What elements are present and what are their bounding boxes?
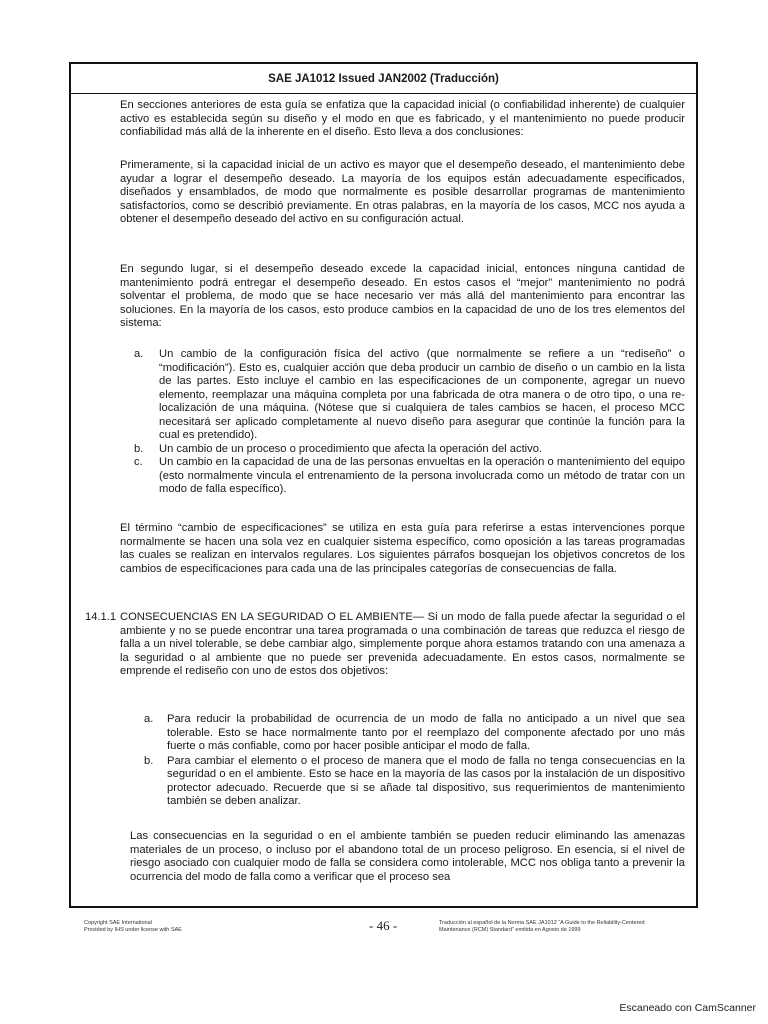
redesign-objectives-list: [144, 713, 685, 810]
list-item: [134, 456, 685, 497]
section-number: 14.1.1: [85, 611, 117, 623]
list-item-text: Para cambiar el elemento o el proceso de manera que el modo de falla no tenga consecuencias en la seguridad o en el ambiente. Esto se hace en la mayoría de las casos por la instalación de un dispositivo protector adecuado. Recuerde que si se añade tal dispositivo, sus requerimientos de mantenimiento también se deben analizar.: [167, 754, 685, 807]
system-elements-list: [134, 348, 685, 497]
paragraph-spec-change: El término “cambio de especificaciones” se utiliza en esta guía para referirse a estas intervenciones porque normalmente se hacen una sola vez en cualquier sistema específico, como oposición a las tareas programadas las cuales se realizan en intervalos regulares. Los siguientes párrafos bosquejan los objetivos concretos de los cambios de especificaciones para cada una de las principales categorías de consecuencias de falla.: [120, 522, 685, 575]
footer-copyright-line: Copyright SAE International: [84, 920, 152, 926]
list-item-label: b.: [134, 442, 144, 455]
header-title: SAE JA1012 Issued JAN2002 (Traducción): [268, 72, 499, 85]
list-item: [144, 755, 685, 809]
list-item-label: a.: [134, 348, 144, 360]
footer-translation-line: Maintenance (RCM) Standard” emitida en Agosto de 1999: [439, 927, 581, 933]
section-text: CONSECUENCIAS EN LA SEGURIDAD O EL AMBIENTE— Si un modo de falla puede afectar la seguridad o el ambiente y no se puede encontrar una tarea programada o una combinación de tareas que reduzca el riesgo de falla a un nivel tolerable, se debe cambiar algo, simplemente porque ahora estamos tratando con una amenaza a la seguridad o al ambiente que no puede ser prevenida adecuadamente. En estos casos, normalmente se emprende el rediseño con uno de estos dos objetivos:: [120, 611, 685, 677]
list-item-label: c.: [134, 456, 143, 468]
paragraph-second-conclusion: En segundo lugar, si el desempeño deseado excede la capacidad inicial, entonces ninguna cantidad de mantenimiento podrá entregar el desempeño deseado. En estos casos el “mejor” mantenimiento no podrá solventar el problema, de modo que se hace necesario ver más allá del mantenimiento para encontrar las soluciones. En la mayoría de los casos, esto produce cambios en la capacidad de uno de los tres elementos del sistema:: [120, 263, 685, 329]
list-item-label: b.: [144, 754, 154, 767]
list-item-text: Un cambio de la configuración física del activo (que normalmente se refiere a un “rediseño” o “modificación”). Esto es, cualquier acción que deba producir un cambio de diseño o un cambio en la lista de las partes. Esto incluye el cambio en las especificaciones de un componente, agregar un nuevo elemento, reemplazar una máquina completa por una fabricada de otra manera o de otro tipo, o una re-localización de una máquina. (Nótese que si cualquiera de tales cambios se hacen, el proceso MCC necesitará ser aplicado completamente al nuevo diseño para asegurar que continúe la función para la cual es pretendido).: [159, 348, 685, 441]
footer-translation-line: Traducción al español de la Norma SAE JA1012 “A Guide to the Reliability-Centered: [439, 920, 645, 926]
footer-translation-note: [439, 920, 684, 934]
list-item-text: Un cambio en la capacidad de una de las personas envueltas en la operación o mantenimiento del equipo (esto normalmente vincula el entrenamiento de la persona involucrada como un método de tratar con un modo de falla específico).: [159, 456, 685, 495]
section-14-1-1: [85, 611, 685, 679]
page-header: [71, 64, 696, 94]
footer-copyright: [84, 920, 284, 934]
page-number: - 46 -: [369, 918, 398, 933]
footer-license-line: Provided by IHS under license with SAE: [84, 927, 182, 933]
list-item-label: a.: [144, 713, 154, 725]
list-item: [134, 443, 685, 457]
paragraph-safety-consequences: Las consecuencias en la seguridad o en el ambiente también se pueden reducir eliminando las amenazas materiales de un proceso, o incluso por el abandono total de un proceso peligroso. En esencia, si el nivel de riesgo asociado con cualquier modo de falla se considera como intolerable, MCC nos obliga tanto a prevenir la ocurrencia del modo de falla como a verificar que el proceso sea: [130, 830, 685, 883]
page-footer: [84, 920, 684, 944]
list-item-text: Para reducir la probabilidad de ocurrencia de un modo de falla no anticipado a un nivel que sea tolerable. Esto se hace normalmente tanto por el reemplazo del componente afectado por uno más fuerte o más confiable, como por hacer posible anticipar el modo de falla.: [167, 713, 685, 752]
scanner-watermark: Escaneado con CamScanner: [619, 1002, 756, 1014]
list-item-text: Un cambio de un proceso o procedimiento que afecta la operación del activo.: [159, 442, 543, 455]
paragraph-intro: En secciones anteriores de esta guía se enfatiza que la capacidad inicial (o confiabilidad inherente) de cualquier activo es establecida según su diseño y el modo en que es fabricado, y el mantenimiento no puede producir confiabilidad más allá de la inherente en el diseño. Esto lleva a dos conclusiones:: [120, 99, 685, 138]
list-item: [144, 713, 685, 754]
list-item: [134, 348, 685, 443]
paragraph-first-conclusion: Primeramente, si la capacidad inicial de un activo es mayor que el desempeño deseado, el mantenimiento debe ayudar a lograr el desempeño deseado. La mayoría de los equipos están adecuadamente especificados, diseñados y ensamblados, de modo que normalmente es posible desarrollar programas de mantenimiento satisfactorios, como se describió previamente. En otras palabras, en la mayoría de los casos, MCC nos ayuda a obtener el desempeño deseado del activo en su configuración actual.: [120, 159, 685, 225]
